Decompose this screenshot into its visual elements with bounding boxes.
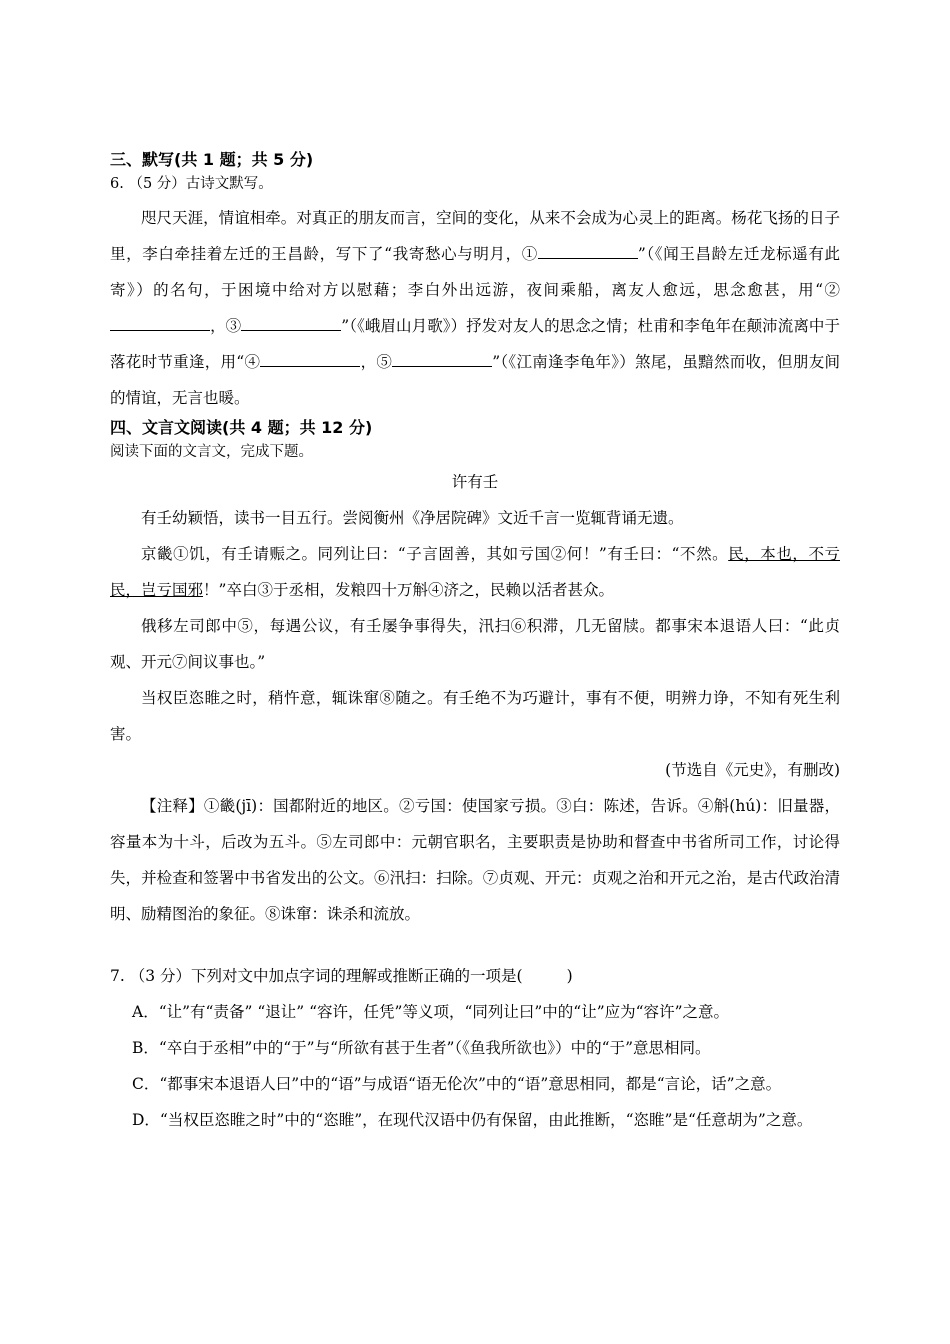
blank-4[interactable] bbox=[260, 366, 360, 367]
q6-text-1: 咫尺天涯，情谊相牵。对真正的朋友而言，空间的变化，从来不会成为心灵上的距离。杨花飞扬的日子里，李白牵挂着左迁的王昌龄，写下了“我寄愁心与明月，① bbox=[110, 209, 840, 263]
blank-5[interactable] bbox=[392, 366, 492, 367]
text-para-3: 俄移左司郎中⑤，每遇公议，有壬屡争事得失，汛扫⑥积滞，几无留牍。都事宋本退语人曰：“此贞观、开元⑦间议事也。” bbox=[110, 617, 840, 671]
blank-2[interactable] bbox=[110, 330, 210, 331]
blank-1[interactable] bbox=[538, 258, 638, 259]
q6-text-4: ”（《峨眉山月歌》）抒发对友人的思念之情；杜甫和李龟年在颠沛流离中于落花时节重逢，用“④ bbox=[110, 317, 840, 371]
q7-option-b: B．“卒白于丞相”中的“于”与“所欲有甚于生者”（《鱼我所欲也》）中的“于”意思相同。 bbox=[132, 1039, 711, 1057]
q6-text-6: ”（《江南逢李龟年》）煞尾，虽黯然而收，但朋友间的情谊，无言也暖。 bbox=[110, 353, 840, 407]
text-para-1: 有壬幼颖悟，读书一目五行。尝阅衡州《净居院碑》文近千言一览辄背诵无遗。 bbox=[141, 509, 684, 527]
section3-heading: 三、默写(共 1 题；共 5 分) bbox=[110, 150, 314, 169]
text-para-2 bbox=[110, 536, 840, 608]
q7-option-c: C．“都事宋本退语人曰”中的“语”与成语“语无伦次”中的“语”意思相同，都是“言论，话”之意。 bbox=[132, 1075, 782, 1093]
q7-stem bbox=[110, 958, 840, 994]
q6-text-3: ，③ bbox=[210, 317, 242, 335]
blank-3[interactable] bbox=[241, 330, 341, 331]
q7-option-a: A．“让”有“责备” “退让” “容许，任凭”等义项，“同列让曰”中的“让”应为“容许”之意。 bbox=[132, 1003, 729, 1021]
q6-text-5: ，⑤ bbox=[360, 353, 393, 371]
q6-label: 6. （5 分）古诗文默写。 bbox=[110, 176, 273, 192]
text-title: 许有壬 bbox=[451, 473, 499, 491]
underlined-sentence: 民，本也，不亏民，岂亏国邪 bbox=[110, 545, 840, 599]
text-notes: 【注释】①畿(jī)：国都附近的地区。②亏国：使国家亏损。③白：陈述，告诉。④斛(hú)：旧量器，容量本为十斗，后改为五斗。⑤左司郎中：元朝官职名，主要职责是协助和督查中书省所司工作，讨论得失，并检查和签署中书省发出的公文。⑥汛扫：扫除。⑦贞观、开元：贞观之治和开元之治，是古代政治清明、励精图治的象征。⑧诛窜：诛杀和流放。 bbox=[110, 797, 840, 923]
q7-stem-text: 7. （3 分）下列对文中加点字词的理解或推断正确的一项是( bbox=[110, 967, 523, 985]
text-para-4: 当权臣恣睢之时，稍忤意，辄诛窜⑧随之。有壬绝不为巧避计，事有不便，明辨力诤，不知有死生利害。 bbox=[110, 689, 840, 743]
q7-option-d: D．“当权臣恣睢之时”中的“恣睢”，在现代汉语中仍有保留，由此推断，“恣睢”是“任意胡为”之意。 bbox=[132, 1111, 813, 1129]
document-content bbox=[110, 148, 840, 1138]
q6-passage bbox=[110, 200, 840, 416]
q7-stem-end: ) bbox=[566, 967, 573, 985]
section4-heading: 四、文言文阅读(共 4 题；共 12 分) bbox=[110, 418, 373, 437]
spacer bbox=[110, 932, 840, 958]
text-source: (节选自《元史》，有删改) bbox=[665, 761, 840, 779]
q6-text-2: ”（《闻王昌龄左迁龙标遥有此寄》）的名句，于困境中给对方以慰藉；李白外出远游，夜间乘船，离友人愈远，思念愈甚，用“② bbox=[110, 245, 840, 299]
text-para-2b: ！”卒白③于丞相，发粮四十万斛④济之，民赖以活者甚众。 bbox=[203, 581, 614, 599]
section4-intro: 阅读下面的文言文，完成下题。 bbox=[110, 444, 313, 460]
text-para-2a: 京畿①饥，有壬请赈之。同列让曰：“子言固善，其如亏国②何！”有壬曰：“不然。 bbox=[141, 545, 729, 563]
